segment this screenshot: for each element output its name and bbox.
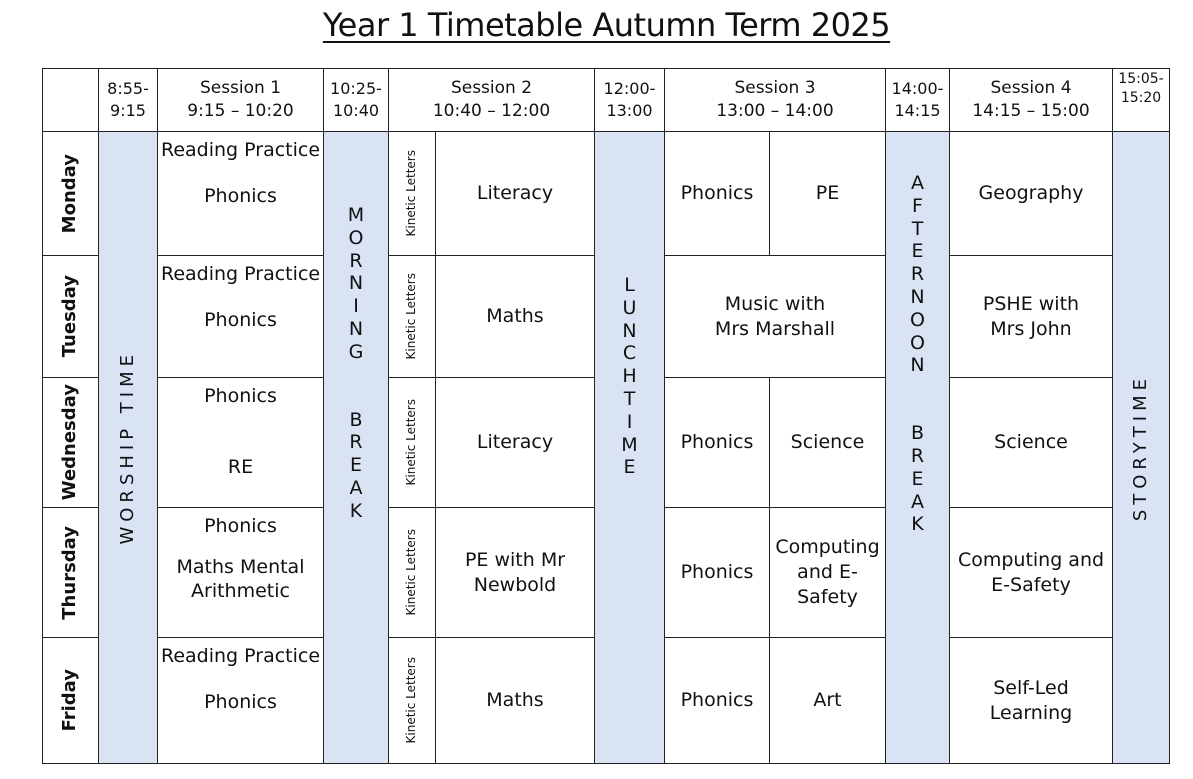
session2-cell [436,132,595,256]
session1-first-activity: Phonics [204,515,277,537]
band-letter: C [622,342,637,365]
kinetic-letters-cell [389,256,436,378]
session4-activity-line: Computing and [957,548,1105,571]
session3b-cell [770,132,886,256]
header-session-2 [389,68,595,132]
session2-cell [436,508,595,638]
band-letter: H [622,365,637,388]
session3-first-activity: Phonics [680,431,754,454]
header-session-1 [158,68,324,132]
header-time-end: 15:20 [1120,89,1162,106]
band-letter: E [349,454,362,477]
session3-first-activity: Phonics [680,561,754,584]
session2-activity: Maths [486,305,544,328]
session4-cell [950,132,1113,256]
session3-second-activity-line: Computing [775,536,880,559]
header-time-end: 14:15 [894,100,941,120]
kinetic-letters-label: Kinetic Letters [404,273,419,360]
page-title: Year 1 Timetable Autumn Term 2025 [322,6,891,44]
header-time-start: 10:25- [330,78,382,98]
header-time-start: 15:05- [1118,71,1164,87]
day-cell-wednesday [42,378,99,508]
session3b-cell [770,638,886,764]
session3-second-activity: Art [813,689,842,712]
band-letter: N [910,354,925,377]
session1-second-activity: Phonics [204,690,277,713]
session2-activity: Literacy [476,182,554,205]
session1-second-activity: RE [227,455,254,478]
header-afternoon-break-time [886,68,950,132]
day-cell-thursday [42,508,99,638]
session1-first-activity: Reading Practice [160,263,321,285]
kinetic-letters-cell [389,638,436,764]
day-cell-monday [42,132,99,256]
session2-cell [436,638,595,764]
corner-cell [42,68,99,132]
worship-time-label: WORSHIP TIME [117,350,139,545]
timetable-grid [42,68,1170,764]
session3-merged-cell [665,256,886,378]
session3b-cell [770,378,886,508]
afternoon-break-band [886,132,950,764]
header-worship-time [99,68,158,132]
session4-cell [950,378,1113,508]
lunchtime-band [595,132,665,764]
day-label: Wednesday [59,384,81,501]
band-letter: R [910,263,925,286]
session4-cell [950,256,1113,378]
band-letter: L [624,274,635,296]
day-label: Tuesday [59,275,81,358]
session3a-cell [665,508,770,638]
session3-second-activity: PE [815,182,840,205]
band-letter: E [911,467,924,490]
session3a-cell [665,638,770,764]
session1-cell [158,638,324,764]
band-letter: A [349,476,363,499]
session2-cell [436,378,595,508]
header-morning-break-time [324,68,389,132]
header-session-4 [950,68,1113,132]
header-session-label: Session 4 [990,77,1072,98]
band-letter: B [349,408,363,431]
header-lunch-time [595,68,665,132]
band-letter: O [910,308,925,331]
session4-activity: Geography [978,182,1084,205]
band-letter: E [623,456,636,479]
storytime-label: STORYTIME [1130,373,1152,522]
worship-time-band [99,132,158,764]
header-session-label: Session 2 [450,77,533,98]
session3-first-activity: Phonics [680,689,754,712]
header-story-time [1113,68,1170,132]
day-cell-friday [42,638,99,764]
kinetic-letters-cell [389,508,436,638]
header-time-start: 12:00- [603,78,656,98]
session1-first-activity: Reading Practice [160,139,321,161]
header-session-time: 13:00 – 14:00 [716,100,834,121]
band-letter: U [622,296,637,319]
session4-activity-line: E-Safety [991,573,1071,596]
session2-activity: Literacy [476,431,554,454]
session3-second-activity: Science [790,431,865,454]
band-letter: O [910,331,925,354]
session2-activity-line: PE with Mr [464,548,566,571]
session3-activity-line: Mrs Marshall [714,317,836,340]
session3-second-activity-line: and E- [797,561,858,584]
band-letter: I [626,410,633,433]
kinetic-letters-label: Kinetic Letters [404,529,419,616]
header-session-time: 9:15 – 10:20 [187,100,294,121]
kinetic-letters-cell [389,378,436,508]
band-letter: K [911,513,924,536]
header-session-time: 14:15 – 15:00 [972,100,1090,121]
header-session-label: Session 3 [734,77,816,98]
header-time-start: 8:55- [107,78,149,98]
header-session-3 [665,68,886,132]
band-letter: F [912,194,923,217]
band-letter: N [348,317,364,340]
band-letter: M [347,204,365,226]
session2-activity-line: Newbold [473,573,557,596]
header-session-label: Session 1 [199,77,282,98]
session3-second-activity-line: Safety [797,585,858,608]
band-letter: R [349,431,363,454]
band-letter: G [348,340,364,363]
session1-second-activity: Phonics [204,308,277,331]
session1-second-activity: Phonics [204,184,277,207]
band-letter: T [623,387,636,410]
session1-first-activity: Reading Practice [160,645,321,667]
day-label: Friday [59,669,81,732]
band-letter: N [622,319,637,342]
band-letter: E [911,240,924,263]
session1-cell [158,508,324,638]
day-label: Thursday [59,525,81,620]
session2-cell [436,256,595,378]
session4-cell [950,508,1113,638]
band-letter: A [911,172,924,194]
band-letter: K [349,499,363,522]
session1-first-activity: Phonics [204,385,277,407]
band-letter: M [621,433,638,456]
band-letter: A [911,490,924,513]
session4-activity: Science [994,431,1068,454]
session1-second-activity-line: Arithmetic [191,580,290,603]
day-label: Monday [59,153,81,234]
session1-cell [158,132,324,256]
session1-cell [158,256,324,378]
band-letter: R [349,249,363,272]
morning-break-band [324,132,389,764]
header-time-end: 13:00 [606,100,653,120]
session2-activity: Maths [486,689,544,712]
band-letter: B [910,422,925,445]
band-letter: R [910,444,925,467]
session1-second-activity-line: Maths Mental [176,555,305,578]
band-letter: O [348,226,364,249]
session1-cell [158,378,324,508]
header-session-time: 10:40 – 12:00 [432,100,551,121]
session3b-cell [770,508,886,638]
band-letter: N [348,272,364,295]
band-letter: I [353,295,359,318]
day-cell-tuesday [42,256,99,378]
session3-activity-line: Music with [724,292,826,315]
session3a-cell [665,378,770,508]
storytime-band [1113,132,1170,764]
kinetic-letters-label: Kinetic Letters [404,150,419,237]
session4-activity-line: Mrs John [990,317,1072,340]
header-time-start: 14:00- [891,78,944,98]
session3-first-activity: Phonics [680,182,754,205]
kinetic-letters-cell [389,132,436,256]
session4-cell [950,638,1113,764]
header-time-end: 10:40 [332,100,380,120]
session4-activity-line: Learning [989,701,1073,724]
kinetic-letters-label: Kinetic Letters [404,399,419,486]
band-letter: T [911,217,924,240]
kinetic-letters-label: Kinetic Letters [404,657,419,744]
header-time-end: 9:15 [110,100,146,120]
session3a-cell [665,132,770,256]
session4-activity-line: Self-Led [993,676,1069,699]
band-letter: N [910,285,925,308]
session4-activity-line: PSHE with [982,292,1080,315]
